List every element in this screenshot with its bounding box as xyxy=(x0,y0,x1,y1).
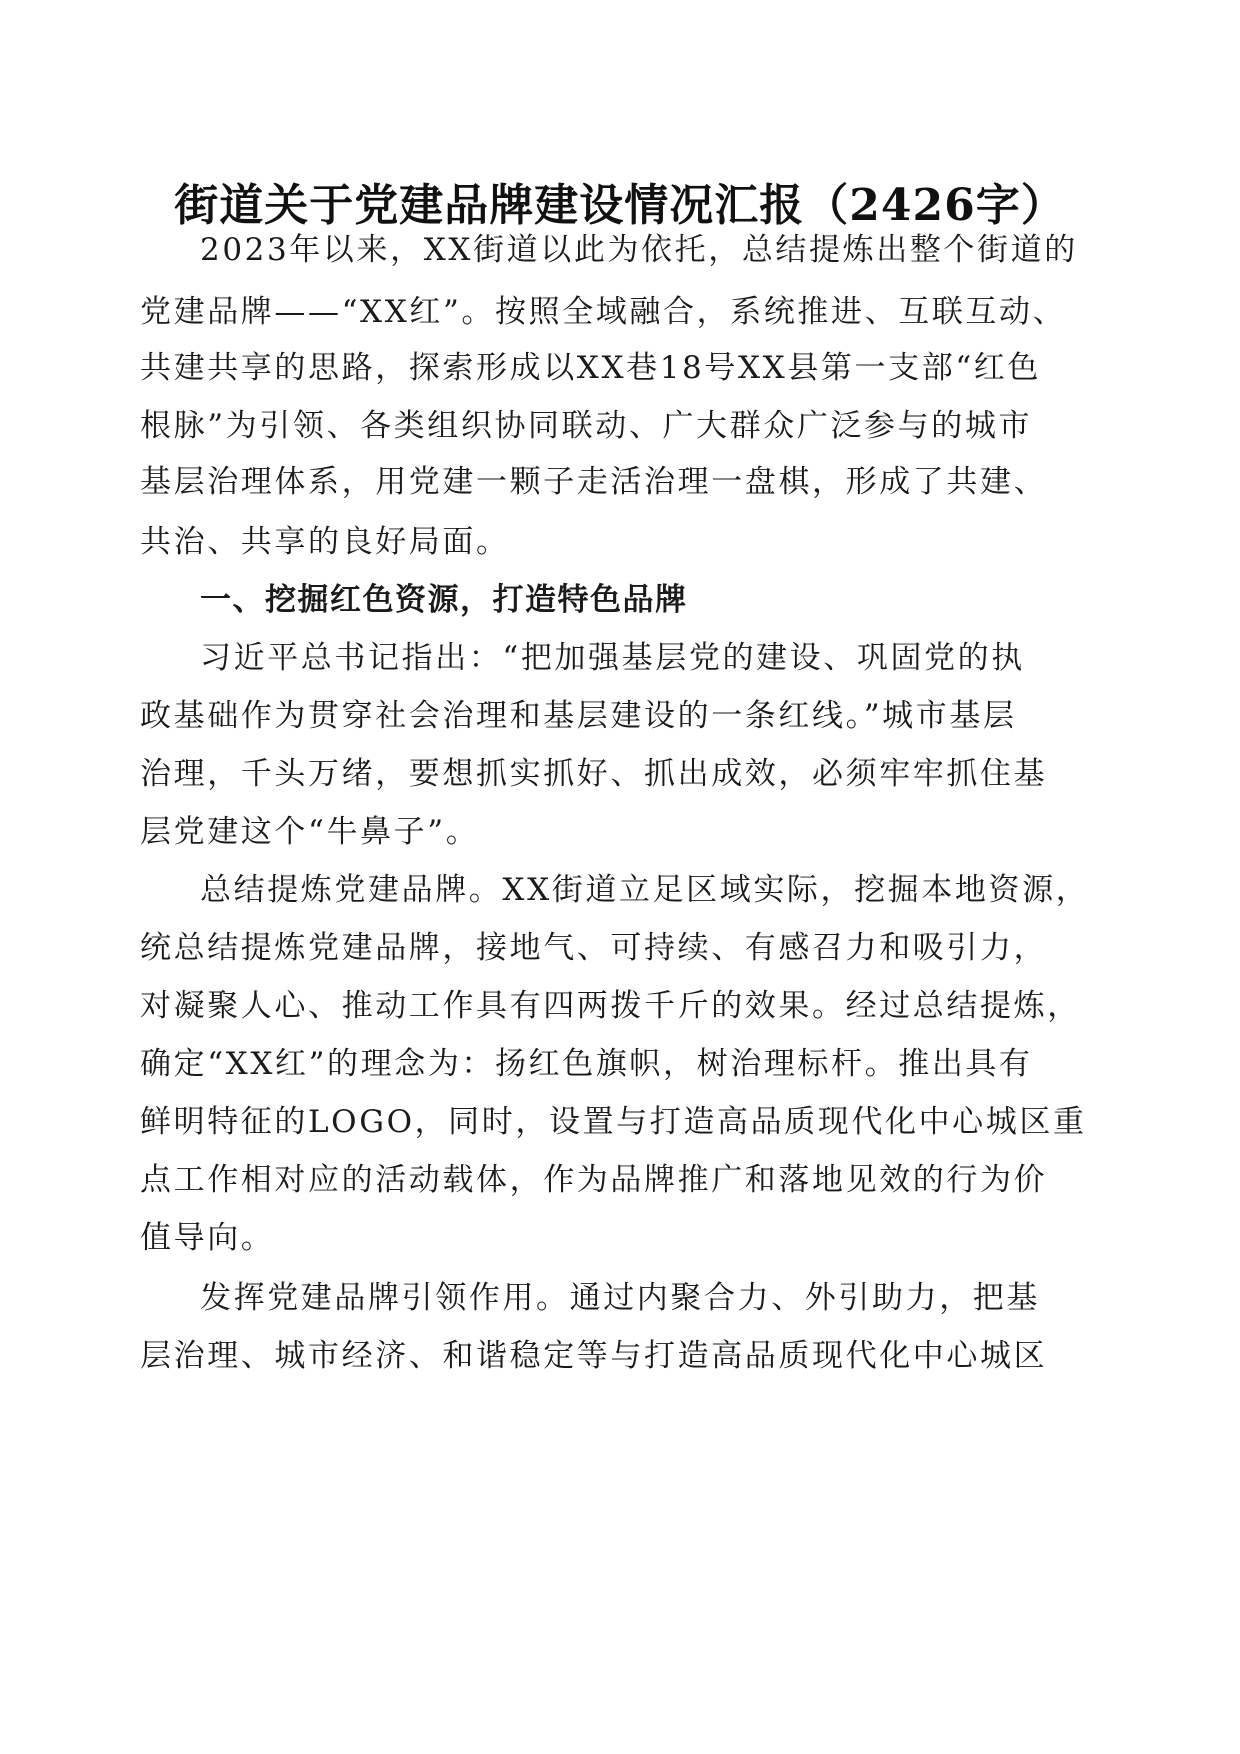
line-text: 政基础作为贯穿社会治理和基层建设的一条红线。”城市基层 xyxy=(140,698,1017,734)
paragraph-line xyxy=(0,1092,1240,1152)
paragraph-line xyxy=(0,686,1240,746)
document-title: 街道关于党建品牌建设情况汇报（2426字） xyxy=(174,180,1066,231)
line-text: 层治理、城市经济、和谐稳定等与打造高品质现代化中心城区 xyxy=(140,1338,1048,1374)
paragraph-line xyxy=(0,1268,1240,1328)
paragraph-line xyxy=(0,1208,1240,1268)
line-text: 值导向。 xyxy=(140,1220,275,1256)
paragraph-line xyxy=(0,338,1240,398)
line-text: 发挥党建品牌引领作用。通过内聚合力、外引助力，把基 xyxy=(200,1280,1040,1316)
line-text: 对凝聚人心、推动工作具有四两拨千斤的效果。经过总结提炼， xyxy=(140,988,1081,1024)
paragraph-line xyxy=(0,860,1240,920)
line-text: 治理，千头万绪，要想抓实抓好、抓出成效，必须牢牢抓住基 xyxy=(140,756,1048,792)
paragraph-line xyxy=(0,220,1240,280)
line-text: 统总结提炼党建品牌，接地气、可持续、有感召力和吸引力， xyxy=(140,930,1048,966)
line-text: 点工作相对应的活动载体，作为品牌推广和落地见效的行为价 xyxy=(140,1162,1048,1198)
paragraph-line xyxy=(0,1150,1240,1210)
paragraph-line xyxy=(0,512,1240,572)
line-text: 鲜明特征的LOGO，同时，设置与打造高品质现代化中心城区重 xyxy=(140,1104,1087,1140)
line-text: 共建共享的思路，探索形成以XX巷18号XX县第一支部“红色 xyxy=(140,350,1041,386)
paragraph-line xyxy=(0,452,1240,512)
line-text: 党建品牌——“XX红”。按照全域融合，系统推进、互联互动、 xyxy=(140,294,1067,330)
paragraph-line xyxy=(0,976,1240,1036)
paragraph-line xyxy=(0,1034,1240,1094)
paragraph-line xyxy=(0,1326,1240,1386)
section-heading xyxy=(0,570,1240,630)
paragraph-line xyxy=(0,744,1240,804)
paragraph-line xyxy=(0,282,1240,342)
line-text: 基层治理体系，用党建一颗子走活治理一盘棋，形成了共建、 xyxy=(140,464,1048,500)
paragraph-line xyxy=(0,918,1240,978)
line-text: 总结提炼党建品牌。XX街道立足区域实际，挖掘本地资源， xyxy=(200,872,1090,908)
paragraph-line xyxy=(0,802,1240,862)
paragraph-line xyxy=(0,628,1240,688)
line-text: 习近平总书记指出：“把加强基层党的建设、巩固党的执 xyxy=(200,640,1025,676)
line-text: 2023年以来，XX街道以此为依托，总结提炼出整个街道的 xyxy=(200,232,1078,268)
line-text: 根脉”为引领、各类组织协同联动、广大群众广泛参与的城市 xyxy=(140,408,1033,444)
line-text: 确定“XX红”的理念为：扬红色旗帜，树治理标杆。推出具有 xyxy=(140,1046,1033,1082)
line-text: 层党建这个“牛鼻子”。 xyxy=(140,814,480,850)
paragraph-line xyxy=(0,396,1240,456)
section-heading-text: 一、挖掘红色资源，打造特色品牌 xyxy=(200,582,688,618)
line-text: 共治、共享的良好局面。 xyxy=(140,524,510,560)
